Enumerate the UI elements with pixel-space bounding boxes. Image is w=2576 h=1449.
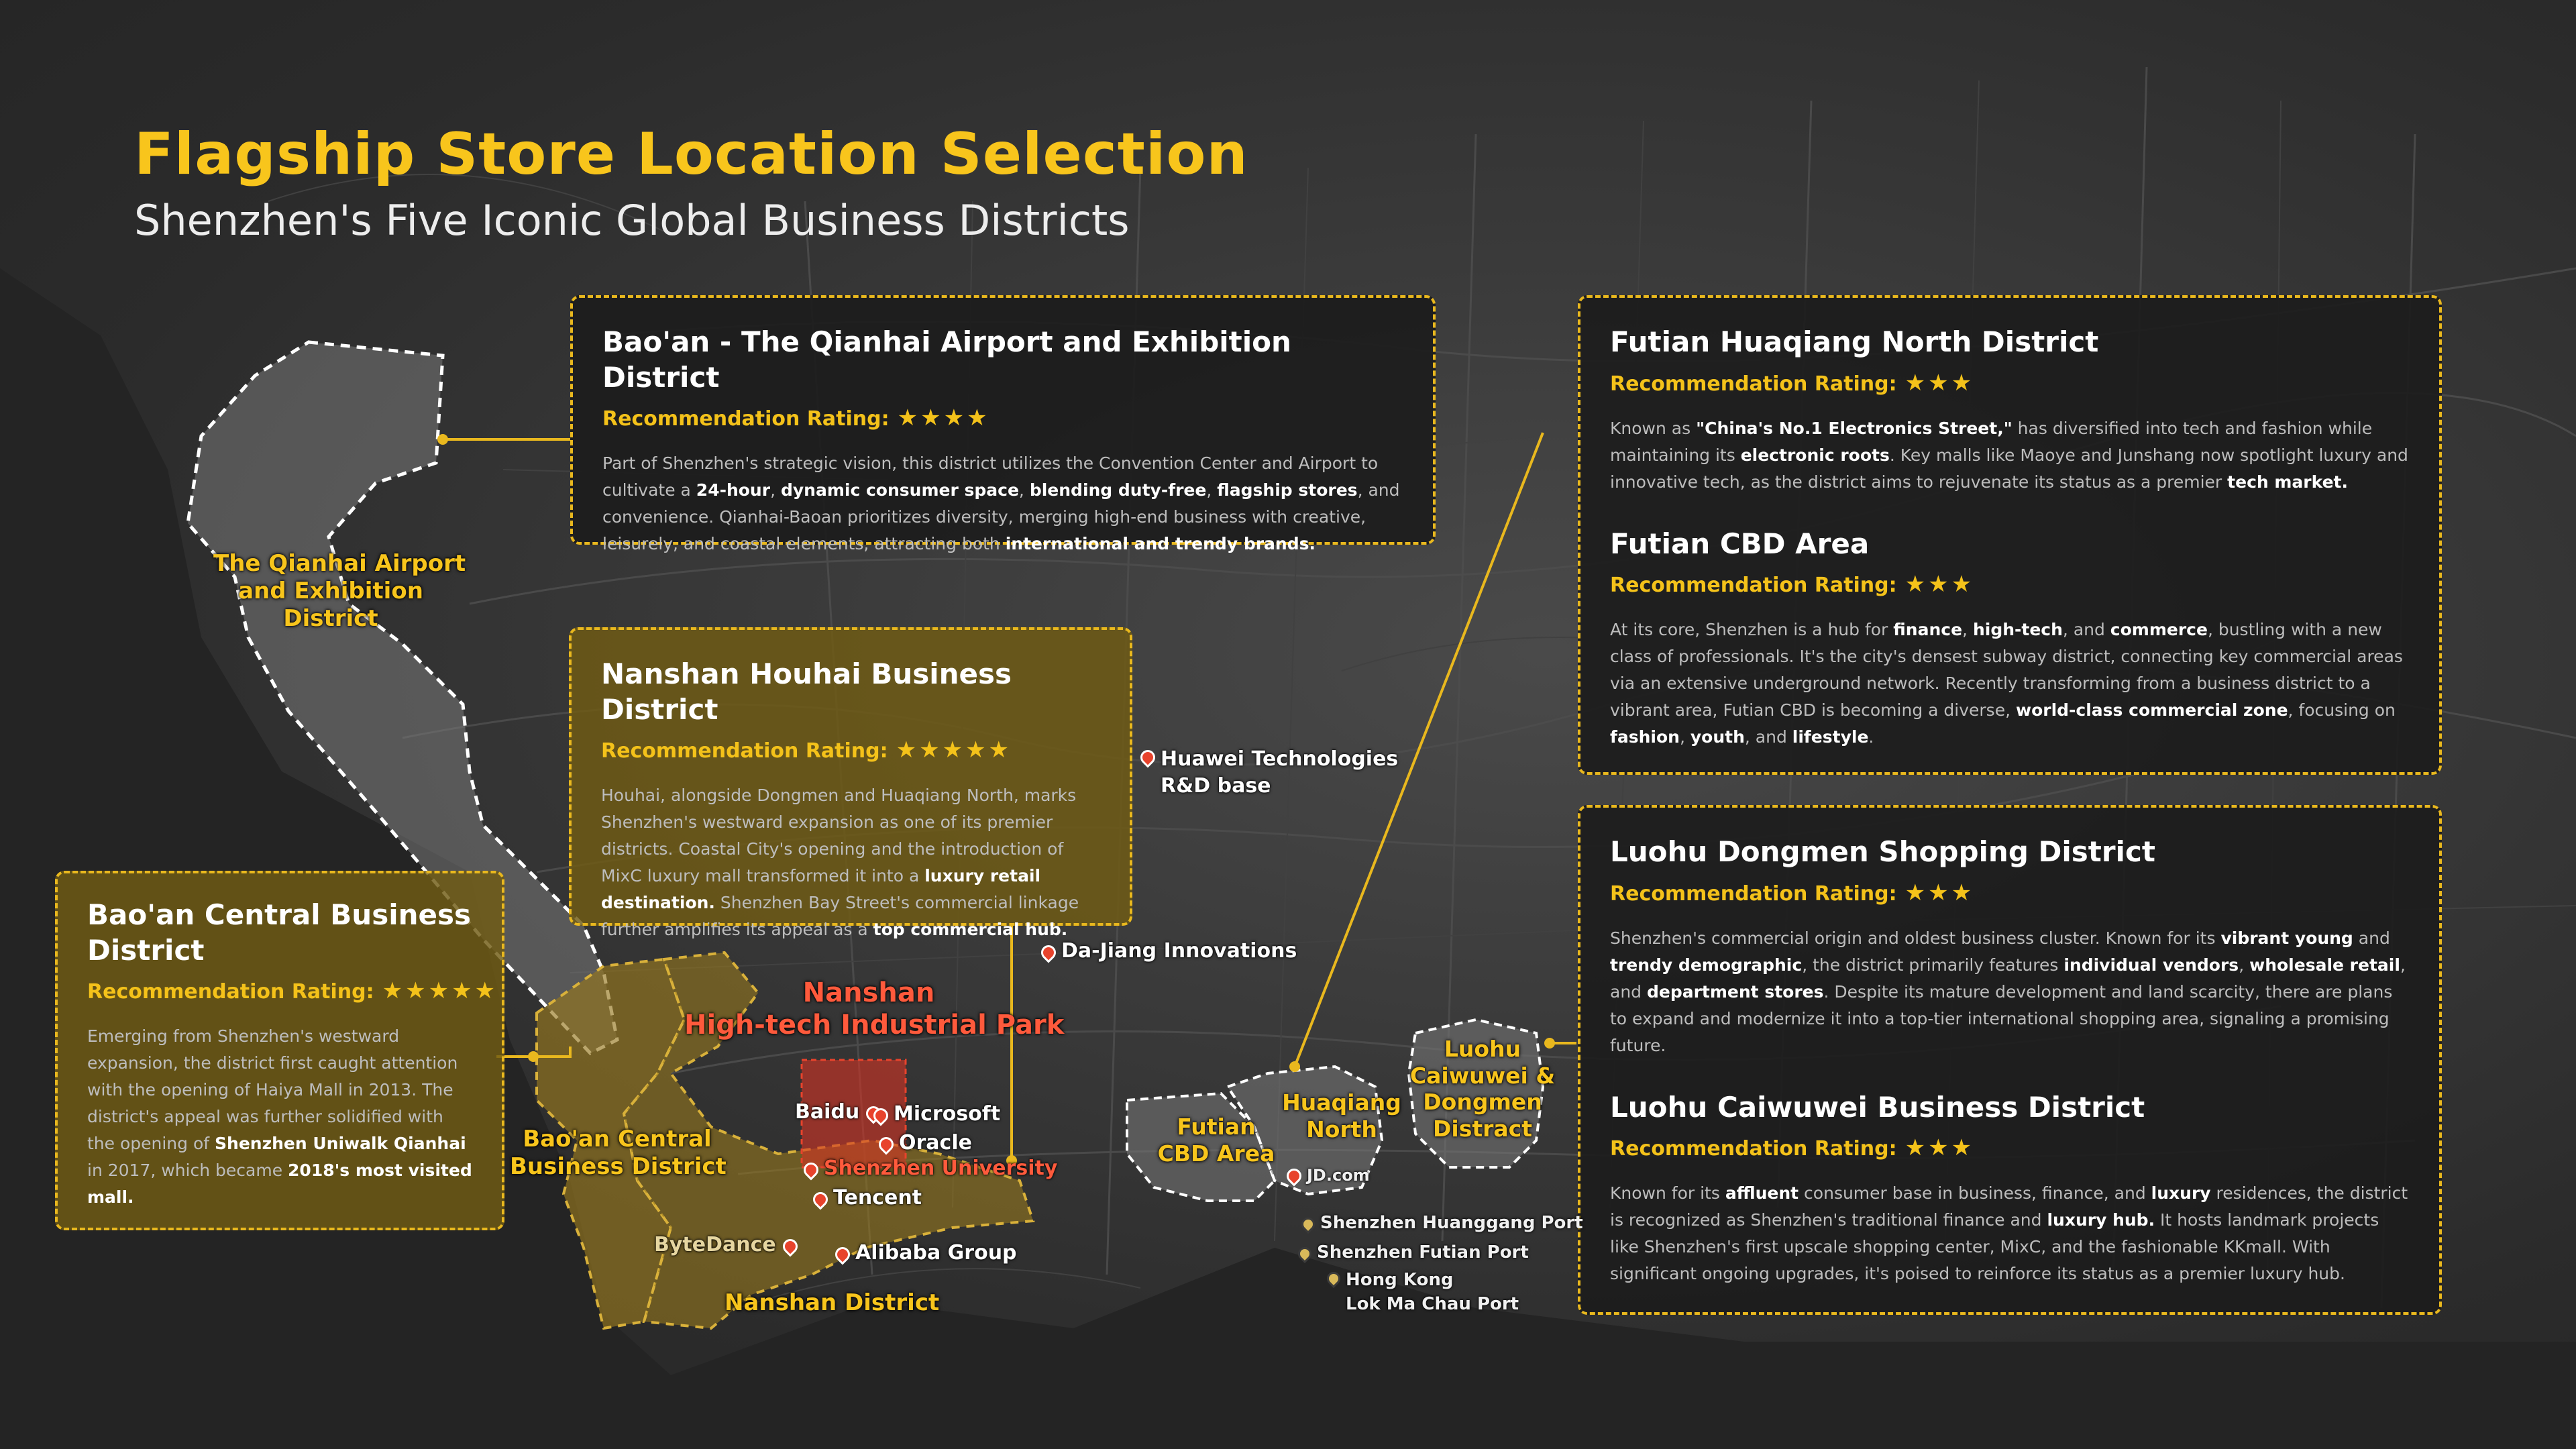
poi-label: Shenzhen Huanggang Port (1320, 1213, 1583, 1233)
card-baoan-qianhai (570, 295, 1436, 553)
label-baoan-central: Bao'an Central Business District (510, 1126, 727, 1180)
poi-label: ByteDance (654, 1233, 776, 1256)
map-pin-icon (1038, 942, 1059, 963)
poi-label: Huawei Technologies R&D base (1161, 747, 1399, 798)
rating-label: Recommendation Rating: (87, 980, 374, 1004)
card-title: Futian CBD Area (1610, 527, 1870, 560)
rating-row (87, 977, 498, 1004)
map-pin-icon (832, 1244, 853, 1265)
map-pin-icon (870, 1105, 891, 1126)
port-pin-icon (1299, 1215, 1318, 1234)
port-pin-icon (1295, 1244, 1314, 1263)
card-description: Known as "China's No.1 Electronics Street," has diversified into tech and fashion while maintaining its electronic roots. Key malls like Maoye and Junshang now spotlight luxury and innovative tech, as the district aims to rejuvenate its status as a premier tech market. (1610, 418, 2408, 492)
card-title: Bao'an Central Business District (87, 898, 471, 967)
poi-label: Da-Jiang Innovations (1061, 939, 1297, 963)
poi-shenzhen-university (804, 1157, 1057, 1180)
rating-label: Recommendation Rating: (1610, 1137, 1897, 1161)
poi-microsoft (873, 1102, 1000, 1126)
rating-stars-icon: ★★★ (1904, 369, 1975, 396)
card-description: Known for its affluent consumer base in business, finance, and luxury residences, the district is recognized as Shenzhen's traditional finance and luxury hub. It hosts landmark projects like Shenzhen's first upscale shopping center, MixC, and the fashionable KKmall. With significant ongoing upgrades, it's poised to reinforce its status as a premier luxury hub. (1610, 1183, 2408, 1283)
label-qianhai-district: The Qianhai Airport and Exhibition District (213, 550, 466, 632)
poi-label: Oracle (899, 1131, 972, 1155)
map-pin-icon (1137, 747, 1158, 767)
poi-label: JD.com (1307, 1166, 1370, 1185)
map-pin-icon (780, 1236, 800, 1256)
card-description: Part of Shenzhen's strategic vision, this district utilizes the Convention Center and Airport to cultivate a 24-hour, dynamic consumer space, blending duty-free, flagship stores, and convenience. Qianhai-Baoan prioritizes diversity, merging high-end business with creative, leisurely, and coastal elements, attracting both international and trendy brands. (602, 453, 1400, 553)
rating-row (1610, 370, 2410, 396)
label-nanshan-district: Nanshan District (724, 1289, 940, 1316)
map-pin-icon (810, 1189, 830, 1210)
poi-huawei (1140, 746, 1398, 800)
rating-stars-icon: ★★★ (1904, 571, 1975, 598)
rating-label: Recommendation Rating: (1610, 372, 1897, 396)
label-huaqiang-north: Huaqiang North (1282, 1089, 1401, 1142)
rating-stars-icon: ★★★★★ (382, 977, 498, 1004)
rating-stars-icon: ★★★★★ (896, 737, 1012, 763)
poi-label: Baidu (795, 1100, 860, 1124)
card-title: Futian Huaqiang North District (1610, 325, 2099, 358)
port-pin-icon (1324, 1269, 1343, 1288)
rating-row (1610, 571, 2410, 598)
card-baoan-central (55, 871, 504, 1230)
page-title: Flagship Store Location Selection (134, 121, 1248, 188)
card-luohu (1578, 805, 2442, 1315)
poi-alibaba (835, 1241, 1017, 1265)
poi-label: Microsoft (894, 1102, 1001, 1126)
poi-hk-port (1327, 1268, 1519, 1316)
poi-label: Shenzhen University (824, 1157, 1058, 1180)
rating-row (1610, 1134, 2410, 1161)
rating-row (601, 737, 1100, 763)
card-description: At its core, Shenzhen is a hub for finance, high-tech, and commerce, bustling with a new class of professionals. It's the city's densest subway district, connecting key commercial areas via an extensive underground network. Recently transforming from a business district to a vibrant area, Futian CBD is becoming a diverse, world-class commercial zone, focusing on fashion, youth, and lifestyle. (1610, 620, 2403, 747)
rating-label: Recommendation Rating: (1610, 574, 1897, 597)
rating-row (1610, 879, 2410, 906)
rating-label: Recommendation Rating: (601, 739, 888, 763)
rating-stars-icon: ★★★ (1904, 1134, 1975, 1161)
poi-jd (1287, 1166, 1370, 1185)
poi-huanggang-port (1301, 1213, 1583, 1233)
university-icon (800, 1159, 821, 1180)
map-pin-icon (1283, 1165, 1304, 1186)
card-description: Houhai, alongside Dongmen and Huaqiang North, marks Shenzhen's westward expansion as one of its premier districts. Coastal City's opening and the introduction of MixC luxury mall transformed it into a luxury retail destination. Shenzhen Bay Street's commercial linkage further amplifies its appeal as a top commercial hub. (601, 786, 1079, 939)
rating-row (602, 405, 1403, 431)
label-luohu: Luohu Caiwuwei & Dongmen Distract (1409, 1036, 1556, 1142)
poi-oracle (879, 1131, 972, 1155)
card-title: Luohu Dongmen Shopping District (1610, 835, 2155, 868)
poi-label: Hong Kong Lok Ma Chau Port (1346, 1270, 1519, 1314)
card-description: Shenzhen's commercial origin and oldest business cluster. Known for its vibrant young and trendy demographic, the district primarily features individual vendors, wholesale retail, and department stores. Despite its mature development and land scarcity, there are plans to expand and modernize it into a top-tier international shopping area, signaling a promising future. (1610, 928, 2406, 1055)
card-nanshan-houhai (569, 627, 1132, 939)
card-title: Bao'an - The Qianhai Airport and Exhibition District (602, 325, 1291, 394)
poi-label: Tencent (833, 1186, 922, 1210)
poi-label: Alibaba Group (855, 1241, 1017, 1265)
rating-stars-icon: ★★★★ (897, 405, 990, 431)
poi-futian-port (1298, 1242, 1529, 1263)
card-futian (1578, 295, 2442, 775)
poi-baidu (795, 1100, 886, 1124)
card-title: Nanshan Houhai Business District (601, 657, 1012, 726)
card-description: Emerging from Shenzhen's westward expansion, the district first caught attention with the opening of Haiya Mall in 2013. The district's appeal was further solidified with the opening of Shenzhen Uniwalk Qianhai in 2017, which became 2018's most visited mall. (87, 1026, 472, 1207)
rating-label: Recommendation Rating: (1610, 881, 1897, 906)
rating-stars-icon: ★★★ (1904, 879, 1975, 906)
card-title: Luohu Caiwuwei Business District (1610, 1090, 2145, 1124)
rating-label: Recommendation Rating: (602, 407, 890, 431)
poi-dajiang (1041, 939, 1297, 963)
poi-tencent (813, 1186, 922, 1210)
map-pin-icon (875, 1134, 896, 1155)
poi-label: Shenzhen Futian Port (1317, 1242, 1529, 1263)
label-nanshan-hightech-park: Nanshan High-tech Industrial Park (684, 977, 1065, 1040)
page-subtitle: Shenzhen's Five Iconic Global Business Districts (134, 196, 1130, 245)
poi-bytedance (654, 1233, 803, 1256)
label-futian-cbd: Futian CBD Area (1157, 1114, 1275, 1167)
